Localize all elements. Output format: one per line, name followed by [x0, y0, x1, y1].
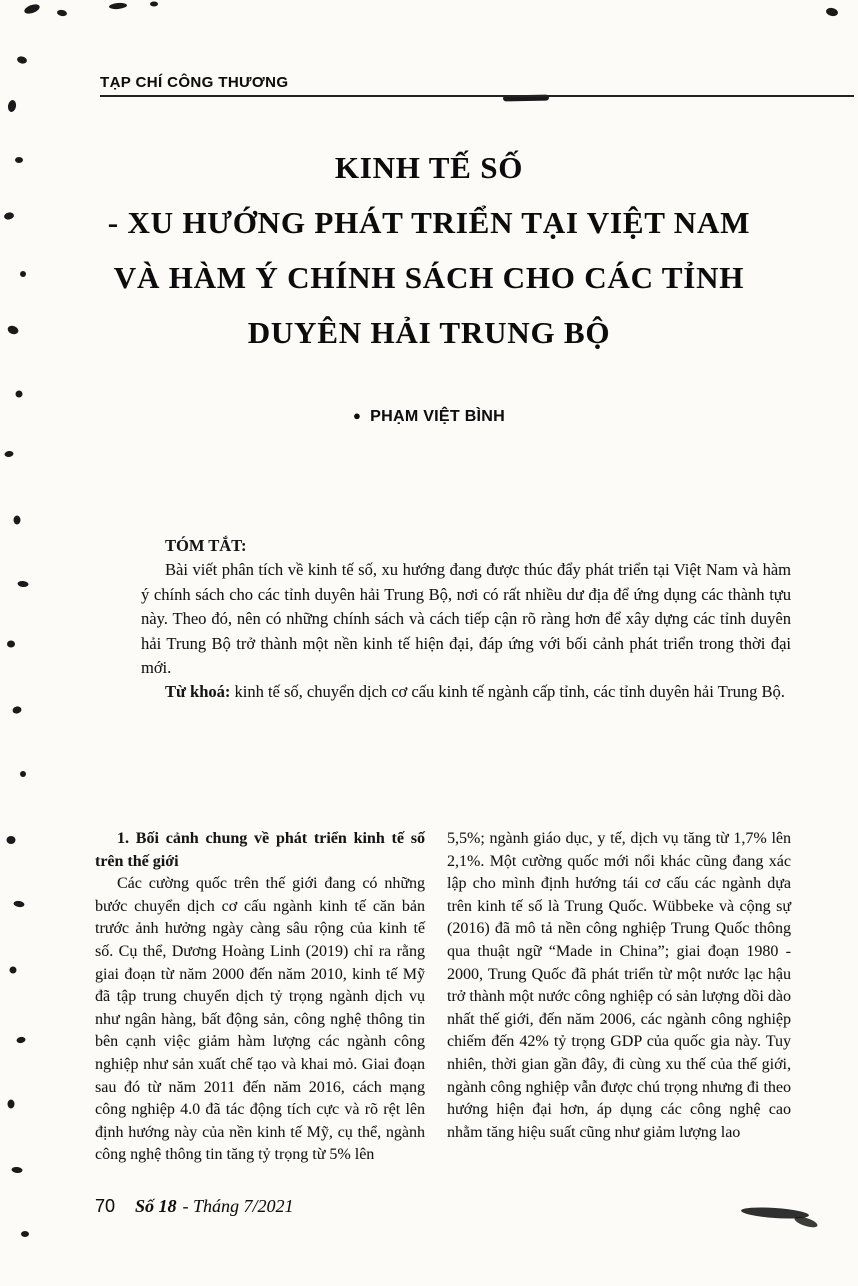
article-title: [30, 140, 828, 360]
section-heading: 1. Bối cảnh chung về phát triển kinh tế số trên thế giới: [95, 830, 425, 870]
abstract-heading: TÓM TẮT:: [165, 536, 247, 555]
page-number: 70: [95, 1196, 116, 1216]
column-left: [95, 828, 425, 1167]
author-row: [0, 408, 858, 426]
title-line: - XU HƯỚNG PHÁT TRIỂN TẠI VIỆT NAM: [107, 205, 751, 240]
title-line: DUYÊN HẢI TRUNG BỘ: [247, 315, 611, 350]
keywords-label: Từ khoá:: [165, 682, 231, 702]
author-name: PHẠM VIỆT BÌNH: [370, 408, 506, 425]
body-paragraph-left: Các cường quốc trên thế giới đang có những bước chuyển dịch cơ cấu ngành kinh tế căn bản trước ảnh hưởng ngày càng sâu rộng của kinh tế số. Cụ thể, Dương Hoàng Linh (2019) chỉ ra rằng giai đoạn từ năm 2000 đến năm 2010, kinh tế Mỹ đã tập trung chuyển dịch tỷ trọng ngành dịch vụ như ngân hàng, bất động sản, công nghệ thông tin bên cạnh việc giảm hàm lượng các ngành công nghiệp như sản xuất chế tạo và khai mỏ. Giai đoạn sau đó từ năm 2011 đến năm 2016, cách mạng công nghiệp 4.0 đã tác động tích cực và rõ rệt lên định hướng này của nền kinh tế Mỹ, cụ thể, ngành công nghệ thông tin tăng tỷ trọng từ 5% lên: [95, 875, 425, 1164]
issue-label: Số 18: [135, 1196, 177, 1216]
body-paragraph-right: 5,5%; ngành giáo dục, y tế, dịch vụ tăng từ 1,7% lên 2,1%. Một cường quốc mới nổi khác cũng đang xác lập cho mình định hướng tái cơ cấu các ngành dựa trên kinh tế số là Trung Quốc. Wübbeke và cộng sự (2016) đã mô tả nền công nghiệp Trung Quốc thông qua thuật ngữ “Made in China”; giai đoạn 1980 - 2000, Trung Quốc đã phát triển từ một nước lạc hậu trở thành một nước công nghiệp có sản lượng dồi dào nhất thế giới, đến năm 2006, các ngành công nghiệp chiếm đến 42% tỷ trọng GDP của quốc gia này. Tuy nhiên, thời gian gần đây, đi cùng xu thế của thế giới, ngành công nghiệp vẫn được chú trọng nhưng đi theo hướng hiện đại hơn, áp dụng các công nghệ cao nhằm tăng hiệu suất cũng như giảm lượng lao: [447, 830, 791, 1141]
column-right: [447, 828, 791, 1167]
masthead: [100, 74, 854, 97]
abstract-section: [141, 534, 791, 705]
issue-date: - Tháng 7/2021: [182, 1196, 294, 1216]
abstract-body: Bài viết phân tích về kinh tế số, xu hướng đang được thúc đẩy phát triển tại Việt Nam và hàm ý chính sách cho các tỉnh duyên hải Trung Bộ, nơi có rất nhiều dư địa để ứng dụng các thành tựu này. Theo đó, nên có những chính sách và cách tiếp cận rõ ràng hơn để xây dựng các tỉnh duyên hải Trung Bộ trở thành một nền kinh tế hiện đại, đáp ứng với bối cảnh phát triển trong thời đại mới.: [141, 560, 791, 678]
keywords-text: kinh tế số, chuyển dịch cơ cấu kinh tế ngành cấp tỉnh, các tỉnh duyên hải Trung Bộ.: [230, 682, 785, 702]
title-line: VÀ HÀM Ý CHÍNH SÁCH CHO CÁC TỈNH: [113, 260, 745, 295]
article-body: [95, 828, 791, 1167]
page-footer: [95, 1196, 294, 1217]
title-line: KINH TẾ SỐ: [334, 150, 524, 185]
author-bullet-icon: ●: [352, 408, 362, 423]
masthead-rule: [100, 95, 854, 97]
magazine-name: TẠP CHÍ CÔNG THƯƠNG: [100, 74, 289, 91]
keywords-line: [141, 680, 791, 704]
